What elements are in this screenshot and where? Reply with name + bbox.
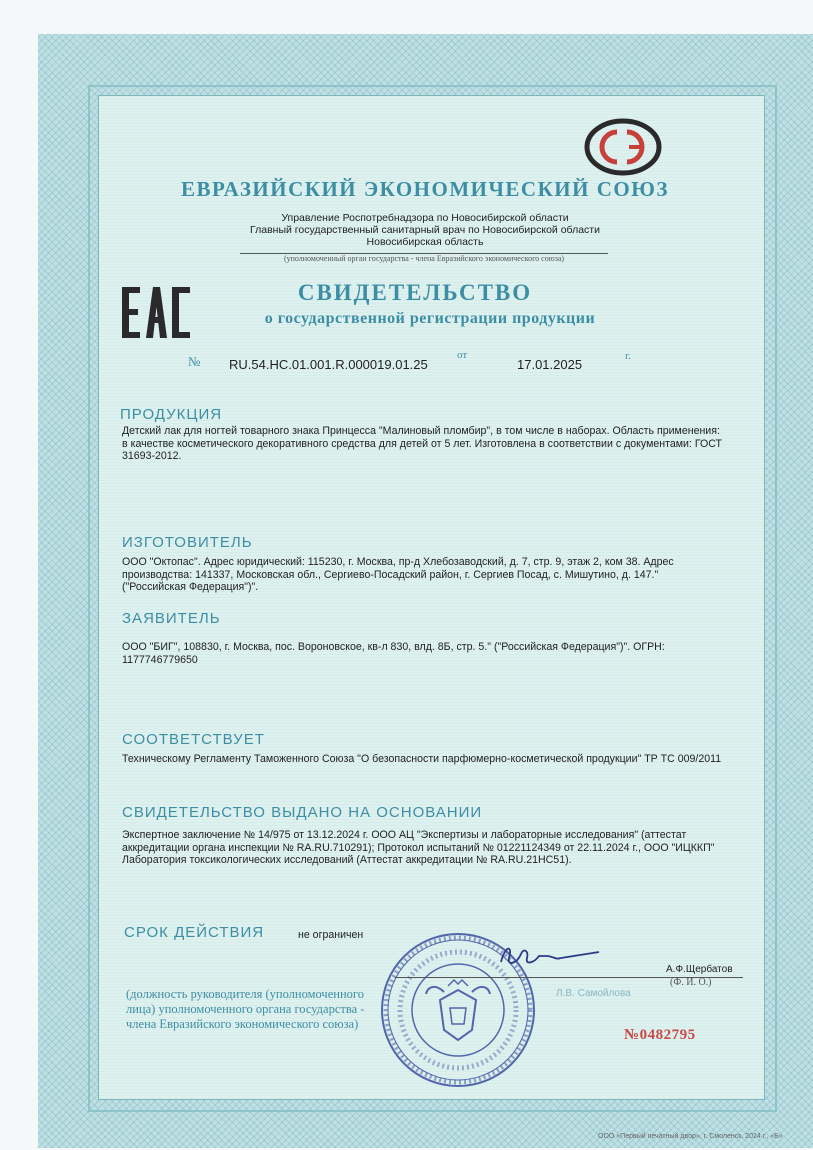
authority-note: (уполномоченный орган государства - члена Евразийского экономического союза) <box>283 254 565 263</box>
year-suffix: г. <box>625 350 632 362</box>
eac-logo-icon <box>120 285 192 340</box>
number-sign: № <box>188 354 201 369</box>
manufacturer-details: ООО "Октопас". Адрес юридический: 115230, г. Москва, пр-д Хлебозаводский, д. 7, стр. 9, этаж 2, ком 38. Адрес производства: 141337, Московская обл., Сергиево-Посадский район, г. Сергиев Посад, с. Мишутино, д. 147." ("Российская Федерация")". <box>122 556 674 593</box>
authority-line: Новосибирская область <box>366 236 484 248</box>
registration-date: 17.01.2025 <box>517 357 583 372</box>
sanitary-logo-icon <box>583 118 663 176</box>
section-heading-validity: СРОК ДЕЙСТВИЯ <box>124 924 265 941</box>
product-description: Детский лак для ногтей товарного знака Принцесса "Малиновый пломбир", в том числе в наборах. Область применения: в качестве косметического декоративного средства для детей от 5 лет. Изготовлена в соответствии с документами: ГОСТ 31693-2012. <box>122 425 722 462</box>
signatory-position: (должность руководителя (уполномоченного лица) уполномоченного органа государства - члена Евразийского экономического союза) <box>126 987 365 1031</box>
union-title: ЕВРАЗИЙСКИЙ ЭКОНОМИЧЕСКИЙ СОЮЗ <box>181 177 669 201</box>
section-heading-manufacturer: ИЗГОТОВИТЕЛЬ <box>122 534 253 551</box>
conformity-text: Техническому Регламенту Таможенного Союза "О безопасности парфюмерно-косметической продукции" ТР ТС 009/2011 <box>122 753 722 765</box>
issuing-authority <box>200 212 650 248</box>
certificate-title: СВИДЕТЕЛЬСТВО <box>297 280 533 305</box>
serial-number: №0482795 <box>624 1027 696 1043</box>
signature-icon <box>495 938 605 974</box>
basis-text: Экспертное заключение № 14/975 от 13.12.2024 г. ООО АЦ "Экспертизы и лабораторные исследования" (аттестат аккредитации органа инспекции № RA.RU.710291); Протокол испытаний № 01221124349 от 22.11.2024 г., ООО "ИЦККП" Лаборатория токсикологических исследований (Аттестат аккредитации № RA.RU.21НС51). <box>122 829 715 866</box>
printer-imprint: ООО «Первый печатный двор», г. Смоленск, 2024 г., «Б» <box>598 1133 783 1140</box>
section-heading-basis: СВИДЕТЕЛЬСТВО ВЫДАНО НА ОСНОВАНИИ <box>122 804 483 821</box>
registration-number: RU.54.НС.01.001.R.000019.01.25 <box>229 357 428 372</box>
faded-stamp-name: Л.В. Самойлова <box>556 988 631 999</box>
validity-value: не ограничен <box>298 929 364 941</box>
authority-line: Главный государственный санитарный врач по Новосибирской области <box>250 224 600 236</box>
signer-name: А.Ф.Щербатов <box>666 964 733 975</box>
section-heading-applicant: ЗАЯВИТЕЛЬ <box>122 610 221 627</box>
authority-line: Управление Роспотребнадзора по Новосибирской области <box>281 212 569 224</box>
section-heading-conforms: СООТВЕТСТВУЕТ <box>122 731 265 748</box>
date-from-label: от <box>457 349 468 361</box>
certificate-subtitle: о государственной регистрации продукции <box>264 310 596 327</box>
section-heading-product: ПРОДУКЦИЯ <box>120 406 223 423</box>
applicant-details: ООО "БИГ", 108830, г. Москва, пос. Вороновское, кв-л 830, влд. 8Б, стр. 5." ("Российская Федерация")". ОГРН: 1177746779650 <box>122 641 665 666</box>
fio-label: (Ф. И. О.) <box>670 977 712 988</box>
